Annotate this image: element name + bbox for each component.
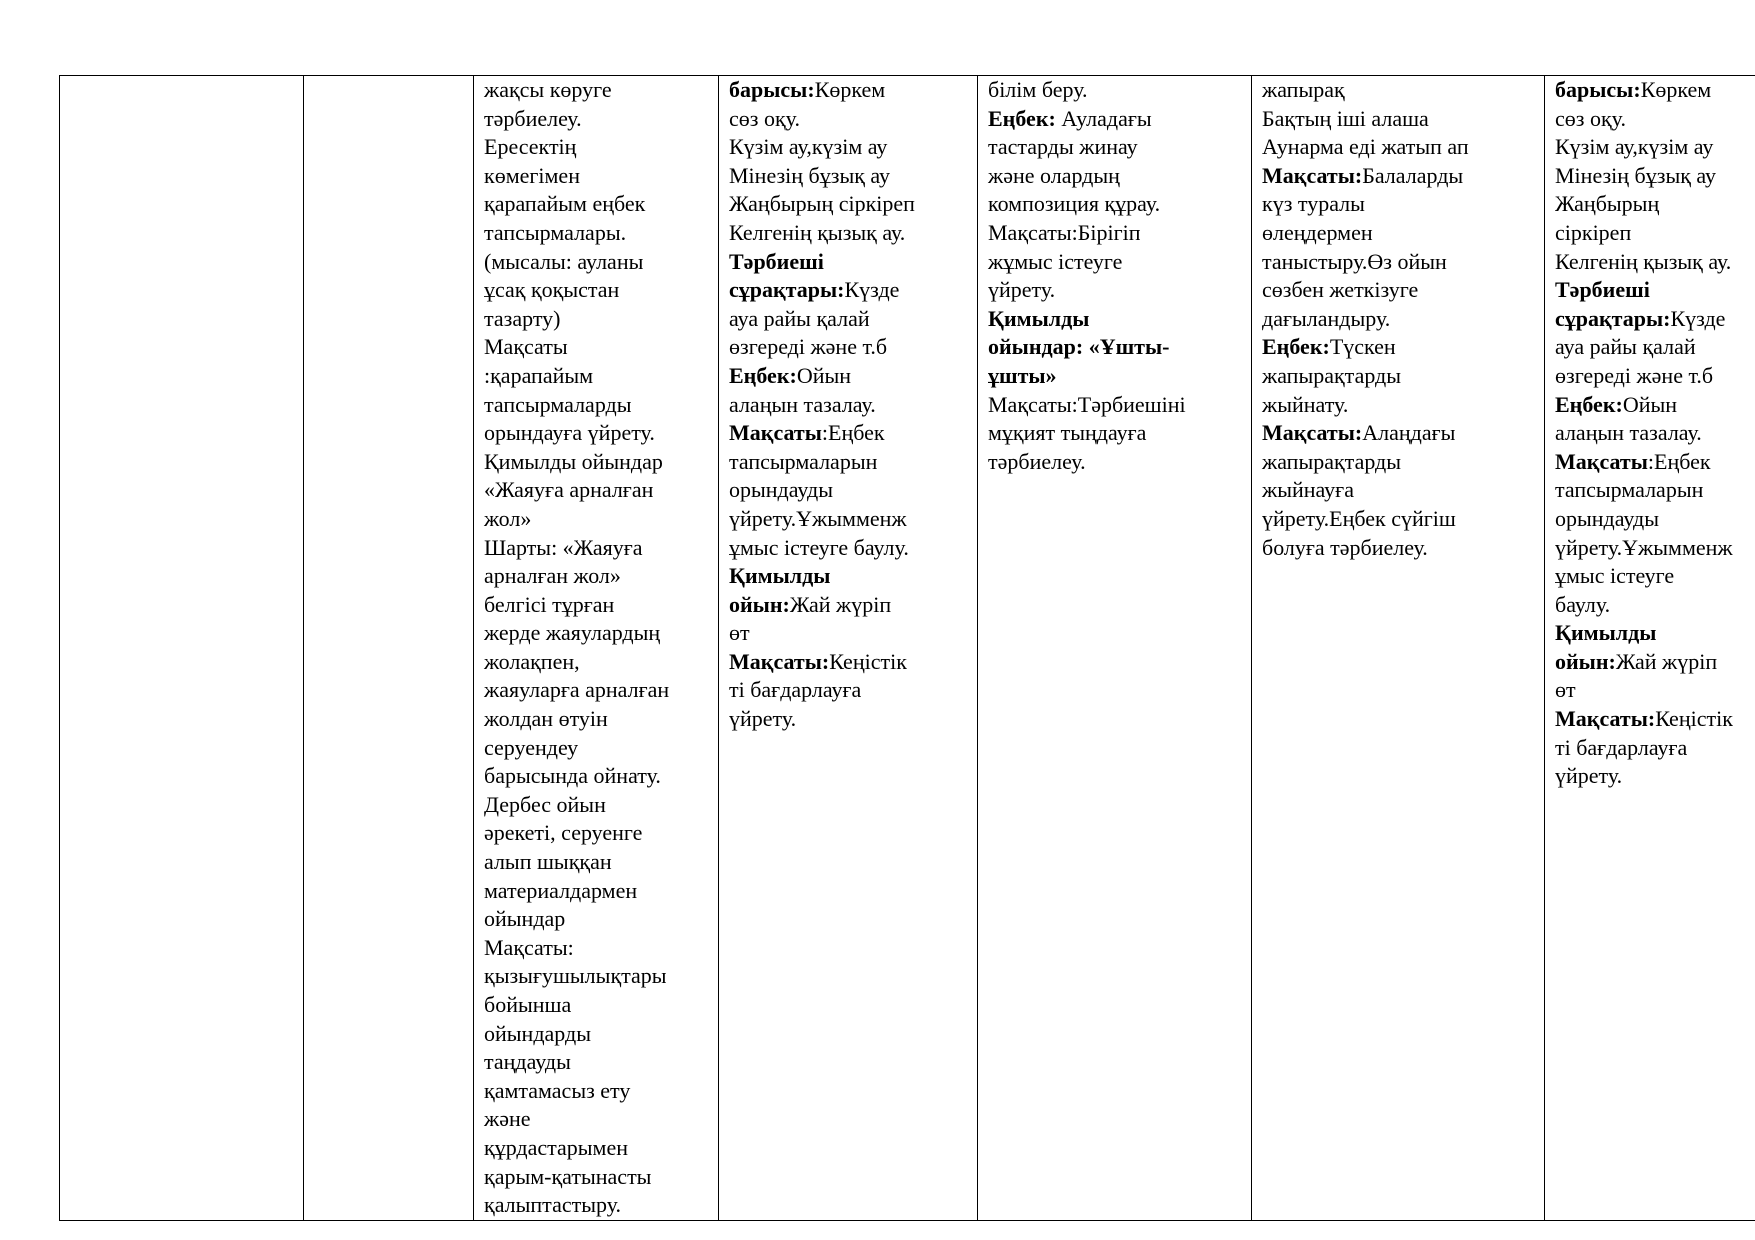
text-line (1555, 705, 1755, 734)
text-line: білім беру. (988, 77, 1088, 102)
text-line: Келгенің қызық ау. (1555, 248, 1732, 274)
text-line (988, 333, 1241, 362)
text-line: құрдастарымен (484, 1134, 629, 1160)
text-line (729, 276, 967, 305)
text-line: Жаңбырың (1555, 191, 1660, 217)
bold-label: Қимылды (729, 563, 831, 589)
text-line (729, 362, 967, 391)
bold-label: Тәрбиеші (1555, 277, 1650, 303)
text-line (1555, 619, 1755, 648)
bold-label: Мақсаты: (1262, 420, 1363, 446)
text-run: Жай жүріп (1615, 648, 1718, 674)
bold-label: барысы: (729, 77, 815, 102)
text-line: жапырақ (1262, 77, 1345, 102)
text-line: тапсырмаларын (1555, 477, 1704, 503)
text-line: тәрбиелеу. (484, 105, 582, 131)
text-line: Аунарма еді жатып ап (1262, 134, 1469, 160)
text-line: бойынша (484, 992, 572, 1017)
bold-label: ойын: (1555, 648, 1616, 674)
text-line: тапсырмалары. (484, 219, 627, 245)
cell-walk-activities (474, 76, 719, 1221)
text-run: Балаларды (1362, 162, 1464, 188)
text-run: Ойын (1622, 391, 1678, 417)
text-line: жұмыс істеуге (988, 248, 1123, 274)
bold-label: Қимылды (1555, 620, 1657, 646)
text-line: таныстыру.Өз ойын (1262, 248, 1447, 274)
bold-label: Еңбек: (729, 362, 797, 388)
text-line: Мақсаты (484, 334, 568, 360)
text-line (988, 105, 1241, 134)
text-line: тастарды жинау (988, 134, 1138, 160)
text-run: Көркем (814, 77, 886, 102)
text-line: жерде жаяулардың (484, 620, 661, 646)
text-line: «Жаяуға арналған (484, 477, 654, 503)
text-line: алаңын тазалау. (1555, 420, 1702, 446)
text-line: ті бағдарлауға (1555, 734, 1688, 760)
text-run: Жай жүріп (789, 591, 892, 617)
text-line: орындауды (1555, 505, 1659, 531)
text-run: үйрету.Ұжыммен (729, 505, 892, 531)
text-line: мұқият тыңдауға (988, 420, 1147, 446)
text-line: Мінезің бұзық ау (1555, 162, 1717, 188)
bold-label: Еңбек: (1262, 334, 1330, 360)
text-line: ойындар (484, 906, 566, 932)
text-line: материалдармен (484, 877, 638, 903)
text-run: Кеңістік (1655, 706, 1733, 732)
text-line: дағыландыру. (1262, 305, 1391, 331)
text-line: (мысалы: ауланы (484, 248, 644, 274)
text-run: ж (1717, 534, 1733, 560)
text-line (1555, 648, 1755, 677)
text-line (1555, 276, 1755, 305)
text-line: Мақсаты:Бірігіп (988, 219, 1141, 245)
text-line: :қарапайым (484, 362, 594, 388)
cell-stones-game (978, 76, 1252, 1221)
empty-cell-1 (60, 76, 304, 1221)
text-line: және олардың (988, 162, 1120, 188)
text-line: Бақтың іші алаша (1262, 105, 1429, 131)
text-line: тазарту) (484, 305, 561, 331)
text-line: Ересектің (484, 134, 577, 160)
text-line: Мінезің бұзық ау (729, 162, 891, 188)
bold-label: барысы: (1555, 77, 1641, 102)
text-line: алып шыққан (484, 849, 612, 875)
text-line: белгісі тұрған (484, 591, 615, 617)
text-line: тапсырмаларын (729, 448, 878, 474)
text-line: қалыптастыру. (484, 1192, 621, 1218)
text-run: ж (891, 505, 907, 531)
text-line: қарым-қатынасты (484, 1163, 652, 1189)
text-line (1262, 162, 1534, 191)
text-line (988, 362, 1241, 391)
text-line: барысында ойнату. (484, 763, 661, 789)
bold-label: Еңбек: (988, 105, 1056, 131)
text-line: Қимылды ойындар (484, 448, 663, 474)
text-run: Күзде (844, 277, 900, 303)
empty-cell-2 (304, 76, 474, 1221)
text-line: сөзбен жеткізуге (1262, 277, 1419, 303)
text-line: болуға тәрбиелеу. (1262, 534, 1428, 560)
text-line: жолдан өтуін (484, 706, 608, 732)
text-line: сіркіреп (1555, 219, 1632, 245)
text-line: жыйнауға (1262, 477, 1354, 503)
text-line (729, 562, 967, 591)
text-line: сөз оқу. (729, 105, 800, 131)
text-line: тәрбиелеу. (988, 448, 1086, 474)
text-line (729, 648, 967, 677)
text-line: орындауды (729, 477, 833, 503)
text-line: ауа райы қалай (729, 305, 870, 331)
text-run: Күзде (1670, 305, 1726, 331)
text-line (729, 505, 967, 534)
text-line: Мақсаты: (484, 934, 574, 960)
text-line: орындауға үйрету. (484, 420, 655, 446)
text-line: жапырақтарды (1262, 362, 1402, 388)
bold-label: ұшты» (988, 362, 1057, 388)
text-line (1555, 534, 1755, 563)
text-line: ойындарды (484, 1020, 591, 1046)
text-line (1555, 76, 1755, 105)
text-line: серуендеу (484, 734, 579, 760)
text-line: жолақпен, (484, 648, 580, 674)
text-run: :Еңбек (1647, 448, 1711, 474)
text-line: Шарты: «Жаяуға (484, 534, 643, 560)
text-run: Ауладағы (1055, 105, 1152, 131)
text-line (729, 76, 967, 105)
text-line: Мақсаты:Тәрбиешіні (988, 391, 1186, 417)
text-line: үйрету. (1555, 763, 1623, 789)
text-line: үйрету.Еңбек сүйгіш (1262, 505, 1456, 531)
text-line: өлеңдермен (1262, 219, 1373, 245)
bold-label: Еңбек: (1555, 391, 1623, 417)
text-line (1555, 448, 1755, 477)
bold-label: ойын: (729, 591, 790, 617)
text-run: Ойын (796, 362, 852, 388)
text-line: өт (729, 620, 750, 646)
text-line: өт (1555, 677, 1576, 703)
bold-label: Тәрбиеші (729, 248, 824, 274)
bold-label: Мақсаты (729, 420, 822, 446)
bold-label: ойындар: «Ұшты- (988, 334, 1170, 360)
bold-label: Мақсаты (1555, 448, 1648, 474)
text-line: баулу. (1555, 591, 1611, 617)
text-line: сөз оқу. (1555, 105, 1626, 131)
cell-poem-work-repeat (1545, 76, 1755, 1221)
text-line (729, 591, 967, 620)
text-run: Түскен (1329, 334, 1396, 360)
text-line: қарапайым еңбек (484, 191, 646, 217)
plan-table (59, 75, 1755, 1221)
text-line: Күзім ау,күзім ау (1555, 134, 1714, 160)
bold-label: сұрақтары: (729, 277, 845, 303)
text-line: таңдауды (484, 1049, 571, 1075)
text-line: ұмыс істеуге баулу. (729, 534, 909, 560)
text-run: Алаңдағы (1362, 420, 1456, 446)
text-line: және (484, 1106, 531, 1132)
table-row (60, 76, 1755, 1221)
text-line (1555, 391, 1755, 420)
text-line: арналған жол» (484, 563, 621, 589)
text-line: жапырақтарды (1262, 448, 1402, 474)
text-line: күз туралы (1262, 191, 1365, 217)
text-line: жаяуларға арналған (484, 677, 670, 703)
text-line: жыйнату. (1262, 391, 1349, 417)
text-line (729, 419, 967, 448)
text-line: жақсы көруге (484, 77, 612, 102)
text-line (1555, 305, 1755, 334)
bold-label: Қимылды (988, 305, 1090, 331)
text-line: тапсырмаларды (484, 391, 632, 417)
text-line: алаңын тазалау. (729, 391, 876, 417)
text-run: :Еңбек (821, 420, 885, 446)
text-line (1262, 333, 1534, 362)
text-line: ұсақ қоқыстан (484, 277, 620, 303)
text-line: үйрету. (729, 706, 797, 732)
text-line: көмегімен (484, 162, 580, 188)
bold-label: Мақсаты: (1262, 162, 1363, 188)
text-line: әрекеті, серуенге (484, 820, 643, 846)
text-line: Келгенің қызық ау. (729, 219, 906, 245)
text-line: өзгереді және т.б (1555, 362, 1714, 388)
text-line (988, 305, 1241, 334)
text-line: ауа райы қалай (1555, 334, 1696, 360)
bold-label: Мақсаты: (729, 648, 830, 674)
text-line: үйрету. (988, 277, 1056, 303)
text-line: өзгереді және т.б (729, 334, 888, 360)
text-line: жол» (484, 505, 532, 531)
text-line: Дербес ойын (484, 791, 606, 817)
text-line: қызығушылықтары (484, 963, 667, 989)
text-line: ұмыс істеуге (1555, 563, 1675, 589)
bold-label: сұрақтары: (1555, 305, 1671, 331)
cell-poem-work (719, 76, 978, 1221)
bold-label: Мақсаты: (1555, 706, 1656, 732)
text-run: Кеңістік (829, 648, 907, 674)
text-line: Күзім ау,күзім ау (729, 134, 888, 160)
text-line: қамтамасыз ету (484, 1077, 631, 1103)
text-run: Көркем (1640, 77, 1712, 102)
text-run: үйрету.Ұжыммен (1555, 534, 1718, 560)
text-line: ті бағдарлауға (729, 677, 862, 703)
text-line: Жаңбырың сіркіреп (729, 191, 915, 217)
text-line: композиция құрау. (988, 191, 1161, 217)
text-line (729, 248, 967, 277)
cell-leaves-poem (1252, 76, 1545, 1221)
text-line (1262, 419, 1534, 448)
